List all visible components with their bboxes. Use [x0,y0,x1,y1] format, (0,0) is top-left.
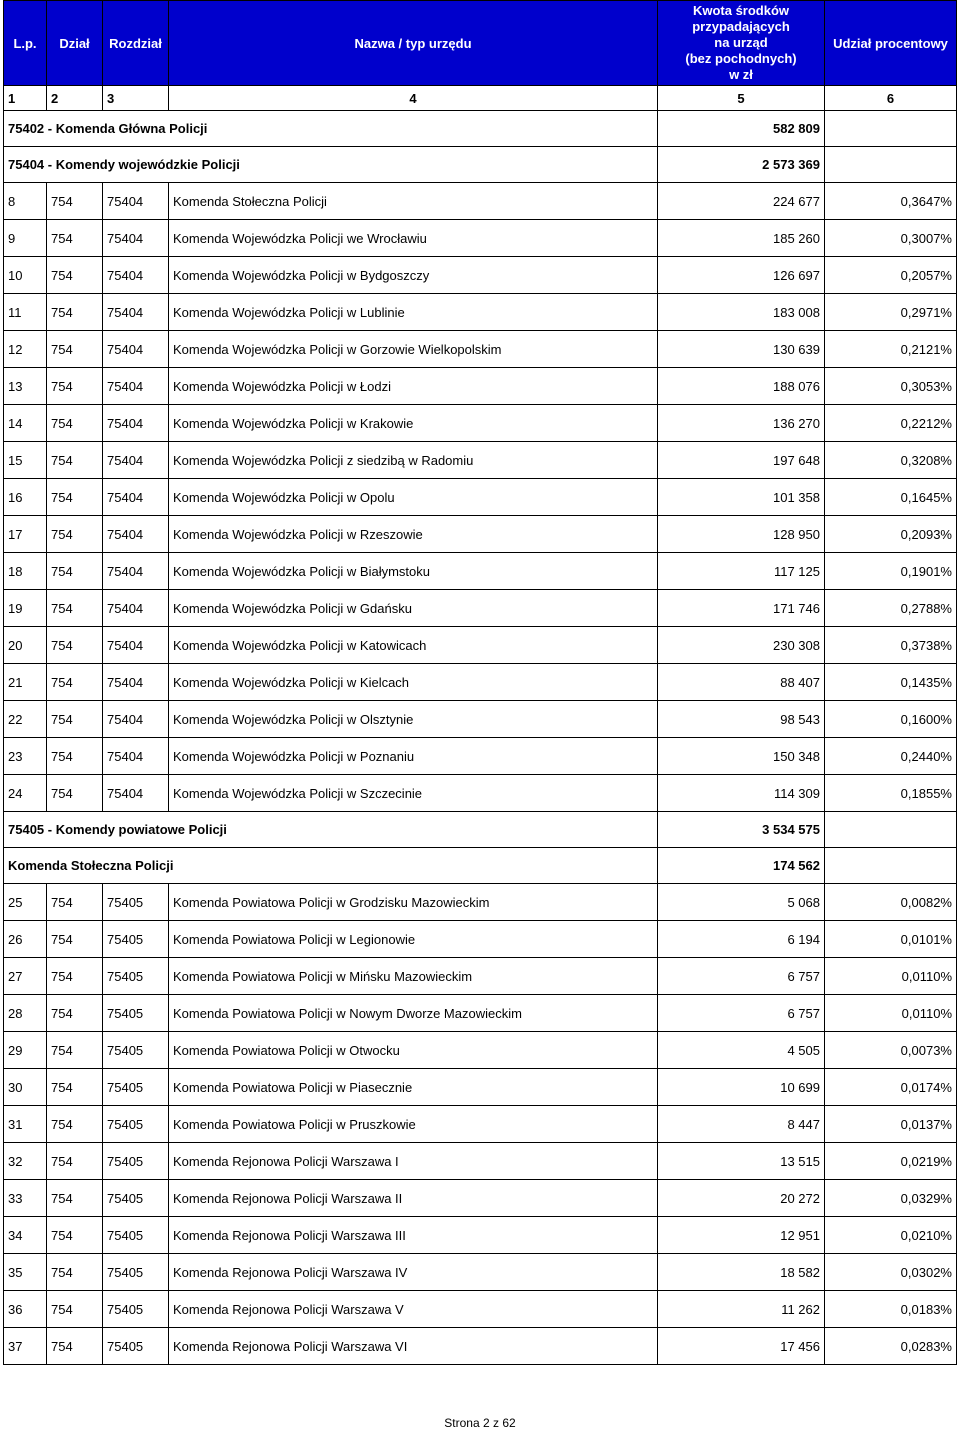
cell-kwota: 130 639 [658,331,825,368]
cell-kwota: 6 194 [658,921,825,958]
section-amount: 174 562 [658,848,825,884]
cell-lp: 28 [4,995,47,1032]
table-row [4,627,957,664]
cell-udzial: 0,3647% [825,183,957,220]
cell-rozdzial: 75404 [103,220,169,257]
cell-lp: 27 [4,958,47,995]
cell-nazwa: Komenda Powiatowa Policji w Grodzisku Mazowieckim [169,884,658,921]
column-number-row [4,86,957,111]
cell-udzial: 0,2121% [825,331,957,368]
cell-udzial: 0,0219% [825,1143,957,1180]
table-row [4,995,957,1032]
cell-udzial: 0,0073% [825,1032,957,1069]
cell-kwota: 88 407 [658,664,825,701]
table-row [4,442,957,479]
table-row [4,1106,957,1143]
cell-rozdzial: 75404 [103,701,169,738]
cell-lp: 34 [4,1217,47,1254]
cell-lp: 21 [4,664,47,701]
cell-dzial: 754 [47,1032,103,1069]
header-kwota-line: na urząd [714,35,768,50]
cell-udzial: 0,3208% [825,442,957,479]
cell-dzial: 754 [47,405,103,442]
header-kwota-line: Kwota środków [692,3,790,18]
cell-lp: 19 [4,590,47,627]
section-label: Komenda Stołeczna Policji [4,848,658,884]
cell-lp: 16 [4,479,47,516]
cell-nazwa: Komenda Rejonowa Policji Warszawa V [169,1291,658,1328]
cell-nazwa: Komenda Wojewódzka Policji w Opolu [169,479,658,516]
cell-udzial: 0,0082% [825,884,957,921]
table-row [4,921,957,958]
cell-kwota: 224 677 [658,183,825,220]
cell-lp: 12 [4,331,47,368]
cell-nazwa: Komenda Wojewódzka Policji w Rzeszowie [169,516,658,553]
table-row [4,701,957,738]
cell-dzial: 754 [47,1143,103,1180]
cell-udzial: 0,0183% [825,1291,957,1328]
cell-dzial: 754 [47,183,103,220]
section-row [4,848,957,884]
column-number: 3 [103,86,169,111]
cell-lp: 36 [4,1291,47,1328]
cell-udzial: 0,0302% [825,1254,957,1291]
cell-nazwa: Komenda Wojewódzka Policji z siedzibą w Radomiu [169,442,658,479]
cell-kwota: 150 348 [658,738,825,775]
header-dzial: Dział [47,1,103,86]
cell-lp: 30 [4,1069,47,1106]
cell-udzial: 0,2971% [825,294,957,331]
cell-lp: 22 [4,701,47,738]
header-kwota-line: przypadających [692,19,790,34]
cell-udzial: 0,3007% [825,220,957,257]
cell-nazwa: Komenda Wojewódzka Policji w Gdańsku [169,590,658,627]
cell-udzial: 0,0329% [825,1180,957,1217]
cell-lp: 17 [4,516,47,553]
table-row [4,257,957,294]
cell-nazwa: Komenda Wojewódzka Policji w Łodzi [169,368,658,405]
cell-rozdzial: 75404 [103,479,169,516]
section-empty-cell [825,848,957,884]
cell-dzial: 754 [47,220,103,257]
cell-udzial: 0,0174% [825,1069,957,1106]
cell-rozdzial: 75405 [103,1291,169,1328]
cell-kwota: 20 272 [658,1180,825,1217]
table-row [4,368,957,405]
cell-kwota: 6 757 [658,958,825,995]
cell-kwota: 18 582 [658,1254,825,1291]
cell-udzial: 0,1600% [825,701,957,738]
cell-kwota: 12 951 [658,1217,825,1254]
cell-udzial: 0,0210% [825,1217,957,1254]
cell-lp: 35 [4,1254,47,1291]
table-row [4,1069,957,1106]
cell-rozdzial: 75405 [103,1106,169,1143]
cell-kwota: 117 125 [658,553,825,590]
cell-lp: 33 [4,1180,47,1217]
cell-udzial: 0,2057% [825,257,957,294]
table-row [4,516,957,553]
cell-dzial: 754 [47,775,103,812]
cell-rozdzial: 75404 [103,405,169,442]
cell-dzial: 754 [47,738,103,775]
cell-lp: 20 [4,627,47,664]
section-empty-cell [825,111,957,147]
cell-dzial: 754 [47,701,103,738]
cell-kwota: 13 515 [658,1143,825,1180]
cell-udzial: 0,0110% [825,958,957,995]
cell-nazwa: Komenda Wojewódzka Policji w Kielcach [169,664,658,701]
table-row [4,664,957,701]
table-body [4,111,957,1365]
section-row [4,812,957,848]
cell-lp: 10 [4,257,47,294]
cell-dzial: 754 [47,368,103,405]
table-row [4,1254,957,1291]
table-row [4,775,957,812]
cell-rozdzial: 75405 [103,1254,169,1291]
cell-dzial: 754 [47,479,103,516]
header-kwota [658,1,825,86]
cell-nazwa: Komenda Powiatowa Policji w Piasecznie [169,1069,658,1106]
table-row [4,1217,957,1254]
cell-rozdzial: 75405 [103,884,169,921]
cell-dzial: 754 [47,627,103,664]
cell-rozdzial: 75404 [103,516,169,553]
section-label: 75402 - Komenda Główna Policji [4,111,658,147]
cell-dzial: 754 [47,884,103,921]
cell-dzial: 754 [47,1069,103,1106]
cell-rozdzial: 75405 [103,1217,169,1254]
cell-nazwa: Komenda Powiatowa Policji w Pruszkowie [169,1106,658,1143]
cell-lp: 25 [4,884,47,921]
cell-nazwa: Komenda Wojewódzka Policji w Gorzowie Wielkopolskim [169,331,658,368]
cell-udzial: 0,2093% [825,516,957,553]
cell-nazwa: Komenda Stołeczna Policji [169,183,658,220]
cell-rozdzial: 75405 [103,1143,169,1180]
cell-nazwa: Komenda Wojewódzka Policji w Olsztynie [169,701,658,738]
header-kwota-line: w zł [729,67,753,82]
cell-lp: 32 [4,1143,47,1180]
section-amount: 3 534 575 [658,812,825,848]
header-nazwa: Nazwa / typ urzędu [169,1,658,86]
section-label: 75405 - Komendy powiatowe Policji [4,812,658,848]
cell-udzial: 0,3738% [825,627,957,664]
table-row [4,590,957,627]
cell-udzial: 0,0137% [825,1106,957,1143]
cell-udzial: 0,2212% [825,405,957,442]
cell-lp: 18 [4,553,47,590]
section-row [4,147,957,183]
header-rozdzial: Rozdział [103,1,169,86]
cell-kwota: 114 309 [658,775,825,812]
cell-dzial: 754 [47,1106,103,1143]
cell-kwota: 101 358 [658,479,825,516]
cell-rozdzial: 75404 [103,738,169,775]
cell-nazwa: Komenda Wojewódzka Policji w Katowicach [169,627,658,664]
cell-rozdzial: 75405 [103,1069,169,1106]
cell-dzial: 754 [47,1254,103,1291]
cell-dzial: 754 [47,995,103,1032]
column-number: 5 [658,86,825,111]
cell-udzial: 0,2788% [825,590,957,627]
cell-kwota: 6 757 [658,995,825,1032]
page-footer: Strona 2 z 62 [444,1416,516,1430]
cell-kwota: 8 447 [658,1106,825,1143]
section-empty-cell [825,147,957,183]
cell-nazwa: Komenda Rejonowa Policji Warszawa I [169,1143,658,1180]
cell-lp: 31 [4,1106,47,1143]
cell-kwota: 4 505 [658,1032,825,1069]
cell-kwota: 188 076 [658,368,825,405]
cell-nazwa: Komenda Wojewódzka Policji w Białymstoku [169,553,658,590]
cell-kwota: 136 270 [658,405,825,442]
table-row [4,1180,957,1217]
cell-dzial: 754 [47,921,103,958]
section-label: 75404 - Komendy wojewódzkie Policji [4,147,658,183]
cell-kwota: 185 260 [658,220,825,257]
cell-nazwa: Komenda Rejonowa Policji Warszawa VI [169,1328,658,1365]
section-row [4,111,957,147]
cell-dzial: 754 [47,590,103,627]
cell-rozdzial: 75404 [103,664,169,701]
table-row [4,1291,957,1328]
cell-kwota: 171 746 [658,590,825,627]
cell-dzial: 754 [47,1328,103,1365]
cell-kwota: 10 699 [658,1069,825,1106]
cell-dzial: 754 [47,442,103,479]
cell-lp: 26 [4,921,47,958]
cell-rozdzial: 75405 [103,921,169,958]
cell-rozdzial: 75404 [103,775,169,812]
cell-dzial: 754 [47,257,103,294]
column-number: 2 [47,86,103,111]
cell-rozdzial: 75404 [103,294,169,331]
cell-nazwa: Komenda Rejonowa Policji Warszawa IV [169,1254,658,1291]
cell-rozdzial: 75405 [103,958,169,995]
cell-rozdzial: 75404 [103,331,169,368]
cell-udzial: 0,0110% [825,995,957,1032]
cell-kwota: 17 456 [658,1328,825,1365]
header-kwota-line: (bez pochodnych) [685,51,797,66]
cell-nazwa: Komenda Wojewódzka Policji w Krakowie [169,405,658,442]
cell-kwota: 230 308 [658,627,825,664]
cell-nazwa: Komenda Rejonowa Policji Warszawa III [169,1217,658,1254]
cell-rozdzial: 75404 [103,183,169,220]
table-row [4,1032,957,1069]
table-row [4,220,957,257]
cell-lp: 9 [4,220,47,257]
cell-nazwa: Komenda Powiatowa Policji w Otwocku [169,1032,658,1069]
cell-nazwa: Komenda Wojewódzka Policji w Szczecinie [169,775,658,812]
cell-dzial: 754 [47,331,103,368]
table-row [4,553,957,590]
cell-lp: 13 [4,368,47,405]
allocation-table [3,0,957,1365]
cell-nazwa: Komenda Powiatowa Policji w Mińsku Mazowieckim [169,958,658,995]
column-number: 4 [169,86,658,111]
section-amount: 2 573 369 [658,147,825,183]
cell-udzial: 0,1645% [825,479,957,516]
header-udzial: Udział procentowy [825,1,957,86]
table-row [4,479,957,516]
cell-dzial: 754 [47,294,103,331]
table-row [4,958,957,995]
cell-nazwa: Komenda Rejonowa Policji Warszawa II [169,1180,658,1217]
cell-dzial: 754 [47,664,103,701]
cell-udzial: 0,2440% [825,738,957,775]
cell-dzial: 754 [47,1180,103,1217]
cell-lp: 14 [4,405,47,442]
cell-nazwa: Komenda Wojewódzka Policji w Lublinie [169,294,658,331]
cell-kwota: 183 008 [658,294,825,331]
cell-nazwa: Komenda Wojewódzka Policji w Poznaniu [169,738,658,775]
cell-udzial: 0,1435% [825,664,957,701]
cell-rozdzial: 75404 [103,442,169,479]
section-empty-cell [825,812,957,848]
cell-lp: 11 [4,294,47,331]
column-number: 1 [4,86,47,111]
cell-lp: 15 [4,442,47,479]
table-row [4,1328,957,1365]
header-lp: L.p. [4,1,47,86]
cell-kwota: 128 950 [658,516,825,553]
header-row [4,1,957,86]
cell-rozdzial: 75404 [103,627,169,664]
cell-nazwa: Komenda Powiatowa Policji w Nowym Dworze Mazowieckim [169,995,658,1032]
table-row [4,884,957,921]
cell-nazwa: Komenda Powiatowa Policji w Legionowie [169,921,658,958]
table-row [4,294,957,331]
cell-kwota: 98 543 [658,701,825,738]
cell-rozdzial: 75405 [103,1032,169,1069]
cell-udzial: 0,1901% [825,553,957,590]
column-number: 6 [825,86,957,111]
cell-kwota: 5 068 [658,884,825,921]
cell-udzial: 0,0283% [825,1328,957,1365]
cell-lp: 29 [4,1032,47,1069]
cell-dzial: 754 [47,1217,103,1254]
cell-lp: 37 [4,1328,47,1365]
cell-dzial: 754 [47,958,103,995]
cell-rozdzial: 75404 [103,368,169,405]
cell-dzial: 754 [47,1291,103,1328]
cell-rozdzial: 75404 [103,553,169,590]
cell-lp: 24 [4,775,47,812]
cell-udzial: 0,3053% [825,368,957,405]
cell-kwota: 197 648 [658,442,825,479]
table-row [4,1143,957,1180]
cell-nazwa: Komenda Wojewódzka Policji we Wrocławiu [169,220,658,257]
cell-kwota: 126 697 [658,257,825,294]
cell-lp: 8 [4,183,47,220]
cell-udzial: 0,0101% [825,921,957,958]
cell-lp: 23 [4,738,47,775]
cell-rozdzial: 75405 [103,1328,169,1365]
cell-udzial: 0,1855% [825,775,957,812]
cell-dzial: 754 [47,553,103,590]
cell-rozdzial: 75405 [103,1180,169,1217]
cell-nazwa: Komenda Wojewódzka Policji w Bydgoszczy [169,257,658,294]
cell-rozdzial: 75404 [103,257,169,294]
cell-rozdzial: 75405 [103,995,169,1032]
table-row [4,331,957,368]
cell-rozdzial: 75404 [103,590,169,627]
table-row [4,738,957,775]
cell-dzial: 754 [47,516,103,553]
table-row [4,183,957,220]
table-row [4,405,957,442]
cell-kwota: 11 262 [658,1291,825,1328]
section-amount: 582 809 [658,111,825,147]
